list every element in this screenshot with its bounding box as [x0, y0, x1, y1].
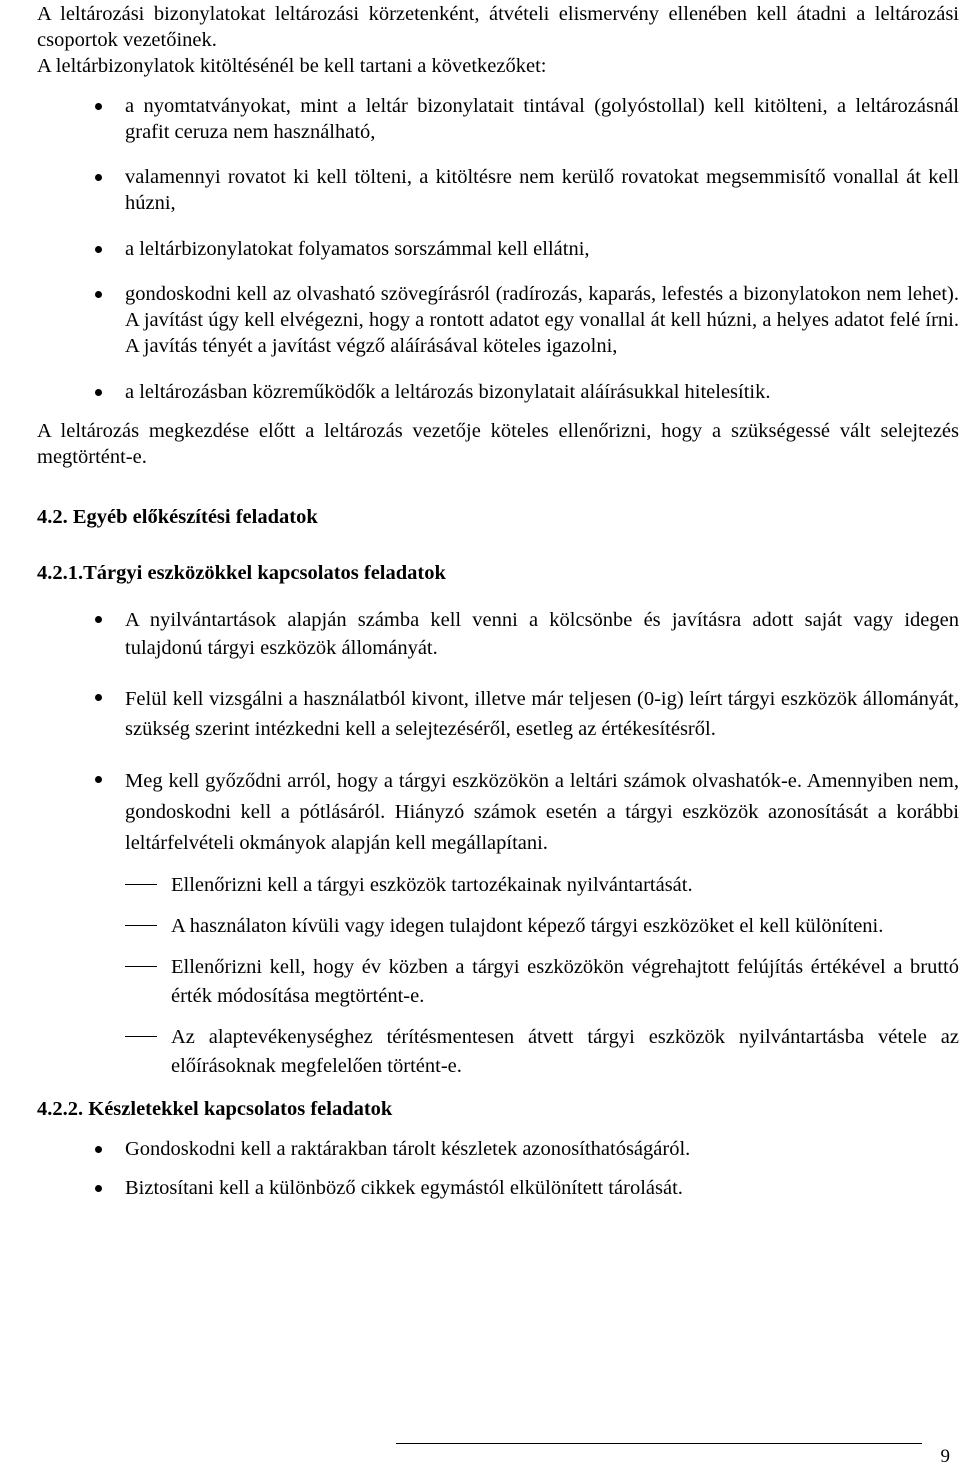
list-item: a leltárbizonylatokat folyamatos sorszámmal kell ellátni,	[37, 236, 959, 262]
list-item: Gondoskodni kell a raktárakban tárolt készletek azonosíthatóságáról.	[37, 1136, 959, 1162]
closing-paragraph: A leltározás megkezdése előtt a leltározás vezetője köteles ellenőrizni, hogy a szükségessé vált selejtezés megtörtént-e.	[37, 420, 959, 468]
list-item: Ellenőrizni kell, hogy év közben a tárgyi eszközökön végrehajtott felújítás értékével a bruttó érték módosítása megtörtént-e.	[37, 953, 959, 1011]
list-item: gondoskodni kell az olvasható szövegírásról (radírozás, kaparás, lefestés a bizonylatokon nem lehet). A javítást úgy kell elvégezni, hogy a rontott adatot egy vonallal át kell húzni, a helyes adatot felé írni. A javítás tényét a javítást végző aláírásával köteles igazolni,	[37, 281, 959, 359]
intro-paragraph-2: A leltárbizonylatok kitöltésénél be kell tartani a következőket:	[37, 55, 547, 77]
list-item: Meg kell győződni arról, hogy a tárgyi eszközökön a leltári számok olvashatók-e. Amennyiben nem, gondoskodni kell a pótlásáról. Hiányzó számok esetén a tárgyi eszközök azonosítását a korábbi leltárfelvételi okmányok alapján kell megállapítani.	[37, 766, 959, 859]
list-item: Az alaptevékenységhez térítésmentesen átvett tárgyi eszközök nyilvántartásba vétele az előírásoknak megfelelően történt-e.	[37, 1023, 959, 1081]
footer-divider	[396, 1443, 922, 1444]
fixed-assets-list	[37, 606, 959, 859]
intro-paragraph-1: A leltározási bizonylatokat leltározási körzetenként, átvételi elismervény ellenében kell átadni a leltározási csoportok vezetőinek.	[37, 3, 959, 51]
inventory-list	[37, 1136, 959, 1201]
list-item: A nyilvántartások alapján számba kell venni a kölcsönbe és javításra adott saját vagy idegen tulajdonú tárgyi eszközök állományát.	[37, 606, 959, 662]
page-number: 9	[940, 1446, 950, 1467]
list-item: valamennyi rovatot ki kell tölteni, a kitöltésre nem kerülő rovatokat megsemmisítő vonallal át kell húzni,	[37, 164, 959, 216]
fixed-assets-subtasks	[37, 871, 959, 1081]
list-item: A használaton kívüli vagy idegen tulajdont képező tárgyi eszközöket el kell különíteni.	[37, 912, 959, 941]
list-item: Biztosítani kell a különböző cikkek egymástól elkülönített tárolását.	[37, 1175, 959, 1201]
list-item: Ellenőrizni kell a tárgyi eszközök tartozékainak nyilvántartását.	[37, 871, 959, 900]
list-item: Felül kell vizsgálni a használatból kivont, illetve már teljesen (0-ig) leírt tárgyi eszközök állományát, szükség szerint intézkedni kell a selejtezéséről, esetleg az értékesítésről.	[37, 684, 959, 744]
section-heading-4-2-1: 4.2.1.Tárgyi eszközökkel kapcsolatos feladatok	[37, 562, 446, 584]
list-item: a leltározásban közreműködők a leltározás bizonylatait aláírásukkal hitelesítik.	[37, 379, 959, 405]
document-page	[37, 0, 959, 1201]
section-heading-4-2: 4.2. Egyéb előkészítési feladatok	[37, 506, 318, 528]
rules-list	[37, 93, 959, 405]
section-heading-4-2-2: 4.2.2. Készletekkel kapcsolatos feladatok	[37, 1098, 393, 1120]
list-item: a nyomtatványokat, mint a leltár bizonylatait tintával (golyóstollal) kell kitölteni, a leltározásnál grafit ceruza nem használható,	[37, 93, 959, 145]
